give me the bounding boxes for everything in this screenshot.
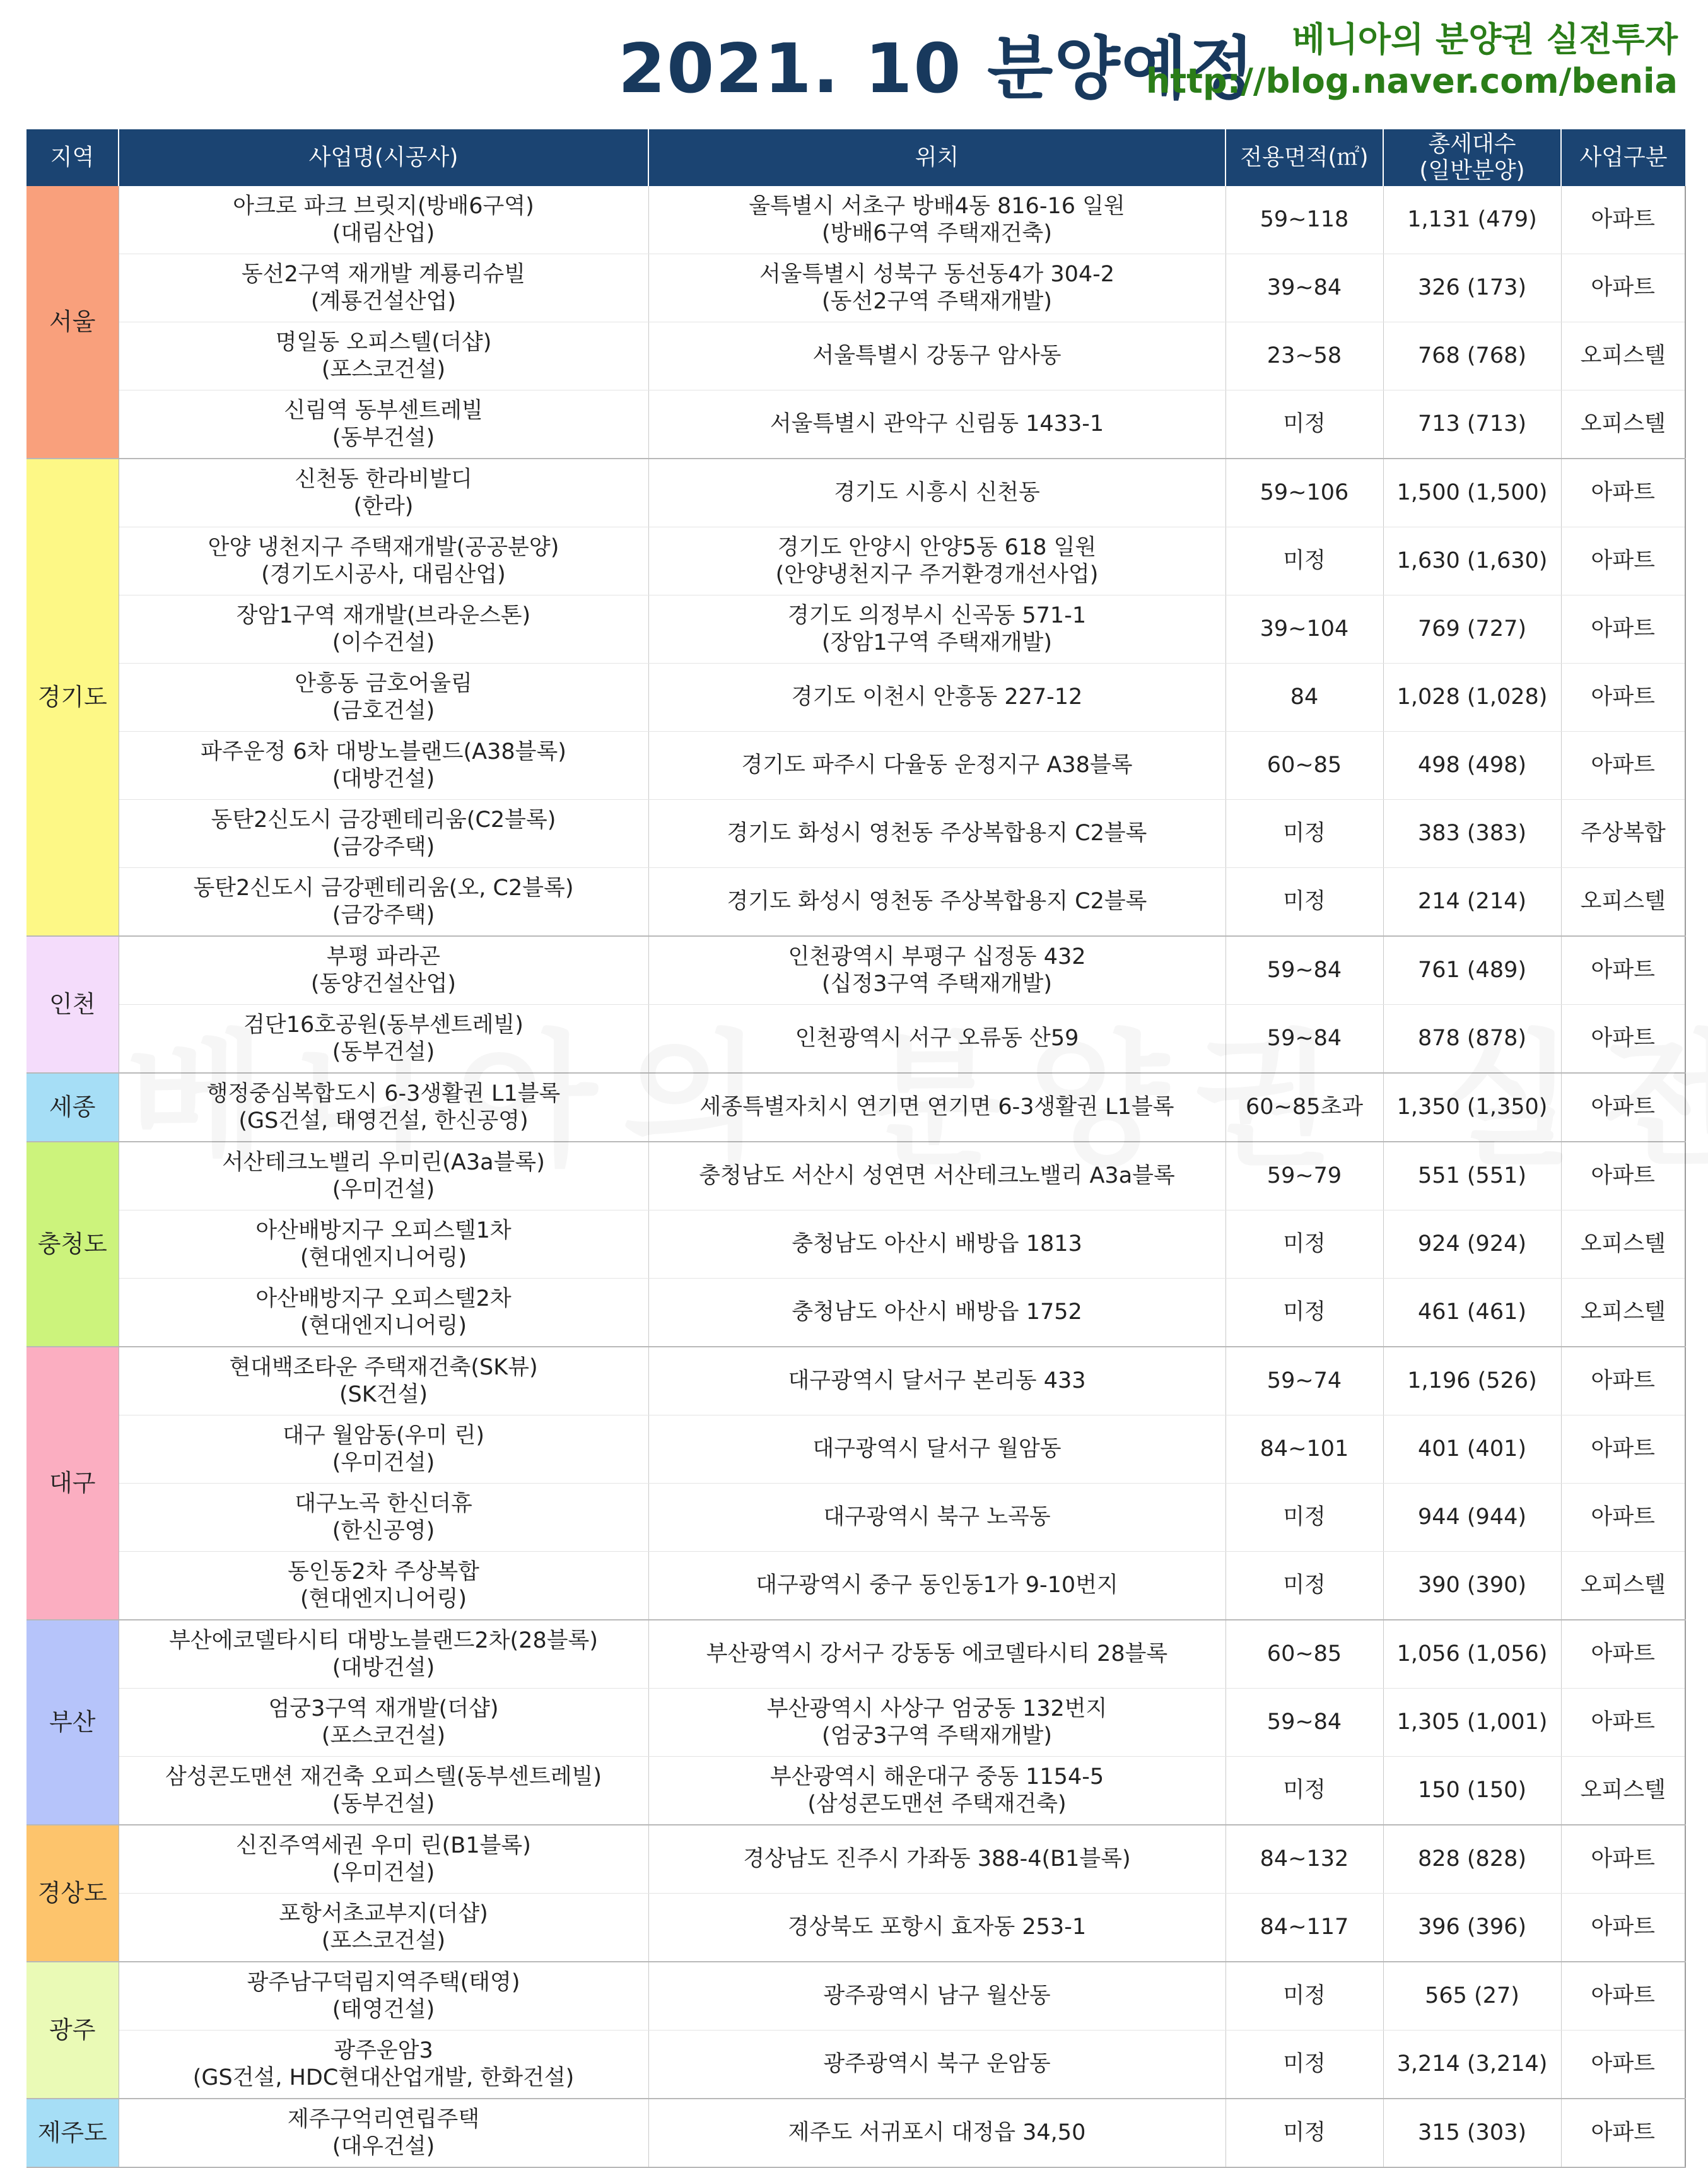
type-cell: 아파트 <box>1561 1005 1685 1074</box>
units-cell: 924 (924) <box>1383 1210 1561 1279</box>
project-cell-line1: 부산에코델타시티 대방노블랜드2차(28블록) <box>168 1627 598 1653</box>
location-cell <box>648 1757 1225 1825</box>
table-row <box>26 1415 1685 1484</box>
project-cell-line1: 안흥동 금호어울림 <box>295 671 472 696</box>
type-cell: 오피스텔 <box>1561 1552 1685 1620</box>
area-cell: 84~117 <box>1225 1894 1383 1962</box>
project-cell-line1: 동탄2신도시 금강펜테리움(오, C2블록) <box>193 875 574 901</box>
project-cell-line2: (동부건설) <box>332 425 435 450</box>
location-cell-line2: (동선2구역 주택재개발) <box>822 288 1052 314</box>
location-cell-line2: (안양냉천지구 주거환경개선사업) <box>775 561 1099 587</box>
table-row <box>26 459 1685 527</box>
area-cell: 60~85 <box>1225 1620 1383 1689</box>
project-cell <box>119 868 648 937</box>
area-cell: 60~85초과 <box>1225 1073 1383 1142</box>
project-cell-line2: (한신공영) <box>332 1518 435 1544</box>
project-cell <box>119 800 648 868</box>
project-cell-line1: 부평 파라곤 <box>326 944 441 970</box>
project-cell-line1: 파주운정 6차 대방노블랜드(A38블록) <box>201 739 566 765</box>
project-cell <box>119 1073 648 1142</box>
table-row <box>26 1689 1685 1757</box>
project-cell-line1: 제주구억리연립주택 <box>287 2106 480 2132</box>
location-cell-line1: 대구광역시 북구 노곡동 <box>823 1504 1051 1530</box>
project-cell-line2: (GS건설, 태영건설, 한신공영) <box>238 1108 529 1134</box>
project-cell-line2: (계룡건설산업) <box>310 288 457 314</box>
table-row <box>26 1825 1685 1894</box>
location-cell-line1: 충청남도 서산시 성연면 서산테크노밸리 A3a블록 <box>699 1163 1175 1188</box>
project-cell <box>119 1825 648 1894</box>
type-cell: 아파트 <box>1561 1484 1685 1552</box>
units-cell: 1,305 (1,001) <box>1383 1689 1561 1757</box>
type-cell: 오피스텔 <box>1561 1210 1685 1279</box>
location-cell <box>648 1142 1225 1210</box>
area-cell: 미정 <box>1225 868 1383 937</box>
project-cell <box>119 1689 648 1757</box>
table-row <box>26 595 1685 664</box>
project-cell-line1: 광주남구덕림지역주택(태영) <box>247 1969 520 1995</box>
type-cell: 아파트 <box>1561 1894 1685 1962</box>
units-cell: 461 (461) <box>1383 1279 1561 1347</box>
project-cell-line1: 포항서초교부지(더샵) <box>279 1901 488 1926</box>
location-cell <box>648 1415 1225 1484</box>
location-cell <box>648 322 1225 390</box>
units-cell: 401 (401) <box>1383 1415 1561 1484</box>
project-cell-line2: (SK건설) <box>339 1381 428 1407</box>
type-cell: 아파트 <box>1561 1415 1685 1484</box>
type-cell: 아파트 <box>1561 1073 1685 1142</box>
location-cell <box>648 390 1225 459</box>
col-header-region: 지역 <box>26 129 119 186</box>
region-cell: 충청도 <box>26 1142 119 1347</box>
project-cell-line2: (포스코건설) <box>321 1723 446 1749</box>
area-cell: 미정 <box>1225 1279 1383 1347</box>
brand-url[interactable]: http://blog.naver.com/benia <box>1145 61 1678 101</box>
area-cell: 미정 <box>1225 800 1383 868</box>
project-cell <box>119 1347 648 1415</box>
project-cell <box>119 1484 648 1552</box>
table-row <box>26 800 1685 868</box>
region-cell: 인천 <box>26 936 119 1073</box>
location-cell-line1: 충청남도 아산시 배방읍 1752 <box>792 1299 1082 1325</box>
units-cell: 390 (390) <box>1383 1552 1561 1620</box>
location-cell-line2: (삼성콘도맨션 주택재건축) <box>807 1791 1067 1817</box>
location-cell-line1: 경기도 파주시 다율동 운정지구 A38블록 <box>741 753 1133 778</box>
project-cell-line1: 엄궁3구역 재개발(더샵) <box>268 1696 499 1721</box>
units-cell: 768 (768) <box>1383 322 1561 390</box>
type-cell: 아파트 <box>1561 1142 1685 1210</box>
location-cell-line1: 경기도 의정부시 신곡동 571-1 <box>787 602 1087 628</box>
project-cell-line2: (포스코건설) <box>321 1928 446 1954</box>
location-cell-line1: 서울특별시 성북구 동선동4가 304-2 <box>759 261 1115 287</box>
table-row <box>26 732 1685 800</box>
region-cell: 경상도 <box>26 1825 119 1962</box>
units-cell: 1,630 (1,630) <box>1383 527 1561 595</box>
project-cell <box>119 1142 648 1210</box>
location-cell <box>648 1962 1225 2030</box>
location-cell-line1: 인천광역시 서구 오류동 산59 <box>795 1026 1079 1051</box>
location-cell <box>648 459 1225 527</box>
type-cell: 아파트 <box>1561 1689 1685 1757</box>
location-cell <box>648 868 1225 937</box>
col-header-project: 사업명(시공사) <box>119 129 648 186</box>
location-cell <box>648 664 1225 732</box>
type-cell: 아파트 <box>1561 595 1685 664</box>
project-cell-line2: (현대엔지니어링) <box>300 1313 467 1339</box>
col-header-type: 사업구분 <box>1561 129 1685 186</box>
units-cell: 396 (396) <box>1383 1894 1561 1962</box>
project-cell-line1: 명일동 오피스텔(더샵) <box>275 329 492 355</box>
brand-name: 베니아의 분양권 실전투자 <box>1292 20 1678 59</box>
project-cell <box>119 527 648 595</box>
location-cell-line1: 부산광역시 해운대구 중동 1154-5 <box>769 1764 1104 1790</box>
project-cell-line1: 동탄2신도시 금강펜테리움(C2블록) <box>211 807 556 833</box>
units-cell: 3,214 (3,214) <box>1383 2030 1561 2099</box>
project-cell <box>119 664 648 732</box>
project-cell-line2: (금호건설) <box>332 698 435 724</box>
type-cell: 오피스텔 <box>1561 1757 1685 1825</box>
table-row <box>26 1552 1685 1620</box>
region-cell: 세종 <box>26 1073 119 1142</box>
location-cell-line1: 광주광역시 남구 월산동 <box>823 1983 1051 2008</box>
table-row <box>26 1484 1685 1552</box>
location-cell-line1: 경기도 시흥시 신천동 <box>834 480 1040 505</box>
project-cell <box>119 390 648 459</box>
project-cell <box>119 1279 648 1347</box>
type-cell: 아파트 <box>1561 186 1685 254</box>
project-cell-line2: (대림산업) <box>332 220 435 246</box>
type-cell: 오피스텔 <box>1561 1279 1685 1347</box>
schedule-table <box>26 129 1686 2168</box>
units-cell: 828 (828) <box>1383 1825 1561 1894</box>
units-cell: 713 (713) <box>1383 390 1561 459</box>
type-cell: 아파트 <box>1561 459 1685 527</box>
type-cell: 아파트 <box>1561 936 1685 1005</box>
location-cell <box>648 936 1225 1005</box>
table-row <box>26 1279 1685 1347</box>
units-cell: 761 (489) <box>1383 936 1561 1005</box>
area-cell: 59~106 <box>1225 459 1383 527</box>
project-cell <box>119 595 648 664</box>
location-cell <box>648 595 1225 664</box>
project-cell-line1: 행정중심복합도시 6-3생활권 L1블록 <box>206 1081 561 1106</box>
type-cell: 오피스텔 <box>1561 390 1685 459</box>
location-cell <box>648 732 1225 800</box>
project-cell-line1: 동인동2차 주상복합 <box>288 1559 479 1585</box>
location-cell-line2: (십정3구역 주택재개발) <box>822 971 1052 997</box>
area-cell: 59~84 <box>1225 936 1383 1005</box>
region-cell: 대구 <box>26 1347 119 1620</box>
type-cell: 주상복합 <box>1561 800 1685 868</box>
project-cell-line2: (이수건설) <box>332 630 435 655</box>
units-cell: 565 (27) <box>1383 1962 1561 2030</box>
area-cell: 59~84 <box>1225 1689 1383 1757</box>
table-body <box>26 186 1685 2167</box>
table-row <box>26 322 1685 390</box>
location-cell-line1: 인천광역시 부평구 십정동 432 <box>788 944 1086 970</box>
location-cell-line1: 부산광역시 사상구 엄궁동 132번지 <box>766 1696 1108 1721</box>
project-cell <box>119 936 648 1005</box>
region-cell: 광주 <box>26 1962 119 2099</box>
units-cell: 769 (727) <box>1383 595 1561 664</box>
project-cell <box>119 732 648 800</box>
region-cell: 경기도 <box>26 459 119 936</box>
units-cell: 878 (878) <box>1383 1005 1561 1074</box>
table-row <box>26 1210 1685 1279</box>
type-cell: 아파트 <box>1561 1347 1685 1415</box>
location-cell-line1: 서울특별시 관악구 신림동 1433-1 <box>769 411 1104 437</box>
units-cell: 498 (498) <box>1383 732 1561 800</box>
project-cell-line2: (GS건설, HDC현대산업개발, 한화건설) <box>192 2065 575 2090</box>
project-cell-line1: 신천동 한라비발디 <box>295 466 472 492</box>
project-cell-line2: (경기도시공사, 대림산업) <box>261 561 506 587</box>
location-cell <box>648 800 1225 868</box>
area-cell: 미정 <box>1225 1210 1383 1279</box>
location-cell-line1: 울특별시 서초구 방배4동 816-16 일원 <box>749 193 1125 219</box>
location-cell <box>648 1005 1225 1074</box>
type-cell: 아파트 <box>1561 1825 1685 1894</box>
region-cell: 서울 <box>26 186 119 459</box>
project-cell-line1: 검단16호공원(동부센트레빌) <box>243 1012 524 1038</box>
project-cell-line1: 아산배방지구 오피스텔2차 <box>255 1286 512 1311</box>
area-cell: 미정 <box>1225 390 1383 459</box>
type-cell: 오피스텔 <box>1561 868 1685 937</box>
type-cell: 아파트 <box>1561 2099 1685 2167</box>
location-cell <box>648 2030 1225 2099</box>
table-row <box>26 2099 1685 2167</box>
location-cell-line1: 경상북도 포항시 효자동 253-1 <box>787 1914 1087 1940</box>
region-cell: 제주도 <box>26 2099 119 2167</box>
project-cell <box>119 1894 648 1962</box>
project-cell-line2: (동양건설산업) <box>310 971 457 997</box>
table-header-row <box>26 129 1685 186</box>
table-row <box>26 1142 1685 1210</box>
location-cell-line1: 경기도 안양시 안양5동 618 일원 <box>777 534 1097 560</box>
project-cell-line2: (포스코건설) <box>321 356 446 382</box>
area-cell: 미정 <box>1225 2030 1383 2099</box>
location-cell-line1: 대구광역시 중구 동인동1가 9-10번지 <box>756 1573 1118 1598</box>
location-cell-line1: 부산광역시 강서구 강동동 에코델타시티 28블록 <box>706 1641 1168 1667</box>
area-cell: 84~132 <box>1225 1825 1383 1894</box>
project-cell-line2: (동부건설) <box>332 1039 435 1065</box>
project-cell-line2: (현대엔지니어링) <box>300 1586 467 1612</box>
project-cell-line2: (우미건설) <box>332 1860 435 1885</box>
location-cell-line1: 광주광역시 북구 운암동 <box>823 2051 1051 2077</box>
table-row <box>26 1962 1685 2030</box>
location-cell <box>648 1073 1225 1142</box>
table-row <box>26 527 1685 595</box>
location-cell <box>648 1552 1225 1620</box>
type-cell: 아파트 <box>1561 527 1685 595</box>
area-cell: 미정 <box>1225 1484 1383 1552</box>
project-cell-line2: (금강주택) <box>332 834 435 860</box>
col-header-units: 총세대수 (일반분양) <box>1383 129 1561 186</box>
location-cell-line1: 충청남도 아산시 배방읍 1813 <box>792 1231 1082 1257</box>
project-cell-line2: (금강주택) <box>332 902 435 928</box>
area-cell: 84 <box>1225 664 1383 732</box>
project-cell-line2: (대방건설) <box>332 1655 435 1680</box>
units-cell: 1,500 (1,500) <box>1383 459 1561 527</box>
location-cell <box>648 527 1225 595</box>
table-row <box>26 254 1685 322</box>
units-cell: 1,028 (1,028) <box>1383 664 1561 732</box>
units-cell: 944 (944) <box>1383 1484 1561 1552</box>
units-cell: 1,056 (1,056) <box>1383 1620 1561 1689</box>
units-cell: 383 (383) <box>1383 800 1561 868</box>
type-cell: 아파트 <box>1561 1620 1685 1689</box>
units-cell: 150 (150) <box>1383 1757 1561 1825</box>
type-cell: 아파트 <box>1561 2030 1685 2099</box>
project-cell-line1: 아크로 파크 브릿지(방배6구역) <box>233 193 534 219</box>
table-row <box>26 1073 1685 1142</box>
project-cell-line1: 동선2구역 재개발 계룡리슈빌 <box>241 261 526 287</box>
project-cell-line1: 신림역 동부센트레빌 <box>284 397 483 423</box>
region-cell: 부산 <box>26 1620 119 1825</box>
table-row <box>26 868 1685 937</box>
location-cell-line1: 서울특별시 강동구 암사동 <box>812 343 1062 368</box>
project-cell <box>119 1415 648 1484</box>
table-row <box>26 186 1685 254</box>
area-cell: 39~104 <box>1225 595 1383 664</box>
project-cell <box>119 1005 648 1074</box>
project-cell-line1: 안양 냉천지구 주택재개발(공공분양) <box>208 534 559 560</box>
project-cell-line2: (태영건설) <box>332 1996 435 2022</box>
table-row <box>26 390 1685 459</box>
location-cell <box>648 1894 1225 1962</box>
project-cell-line1: 삼성콘도맨션 재건축 오피스텔(동부센트레빌) <box>165 1764 602 1790</box>
location-cell-line1: 경기도 이천시 안흥동 227-12 <box>791 684 1083 710</box>
table-row <box>26 1347 1685 1415</box>
location-cell-line2: (방배6구역 주택재건축) <box>822 220 1052 246</box>
brand-block <box>1146 19 1678 102</box>
page-title: 2021. 10 분양예정 <box>618 30 1256 108</box>
project-cell-line2: (동부건설) <box>332 1791 435 1817</box>
table-row <box>26 1894 1685 1962</box>
project-cell-line2: (우미건설) <box>332 1450 435 1475</box>
location-cell <box>648 1347 1225 1415</box>
location-cell <box>648 254 1225 322</box>
location-cell-line1: 대구광역시 달서구 본리동 433 <box>788 1368 1086 1393</box>
units-cell: 551 (551) <box>1383 1142 1561 1210</box>
table-row <box>26 664 1685 732</box>
project-cell-line2: (우미건설) <box>332 1176 435 1202</box>
project-cell <box>119 2030 648 2099</box>
table-row <box>26 1620 1685 1689</box>
area-cell: 60~85 <box>1225 732 1383 800</box>
area-cell: 미정 <box>1225 1962 1383 2030</box>
type-cell: 아파트 <box>1561 254 1685 322</box>
table-row <box>26 1757 1685 1825</box>
col-header-location: 위치 <box>648 129 1225 186</box>
units-cell: 315 (303) <box>1383 2099 1561 2167</box>
location-cell <box>648 1279 1225 1347</box>
project-cell <box>119 1552 648 1620</box>
location-cell <box>648 1689 1225 1757</box>
units-cell: 1,350 (1,350) <box>1383 1073 1561 1142</box>
location-cell-line1: 제주도 서귀포시 대정읍 34,50 <box>788 2120 1086 2145</box>
location-cell <box>648 1825 1225 1894</box>
location-cell <box>648 186 1225 254</box>
project-cell <box>119 1210 648 1279</box>
units-cell: 1,196 (526) <box>1383 1347 1561 1415</box>
area-cell: 39~84 <box>1225 254 1383 322</box>
area-cell: 59~84 <box>1225 1005 1383 1074</box>
project-cell <box>119 186 648 254</box>
project-cell-line1: 장암1구역 재개발(브라운스톤) <box>236 602 531 628</box>
location-cell-line1: 경기도 화성시 영천동 주상복합용지 C2블록 <box>727 821 1147 846</box>
project-cell-line1: 서산테크노밸리 우미린(A3a블록) <box>222 1149 545 1175</box>
project-cell-line1: 대구노곡 한신더휴 <box>295 1491 472 1516</box>
project-cell-line2: (대우건설) <box>332 2133 435 2159</box>
project-cell <box>119 1757 648 1825</box>
table-row <box>26 2030 1685 2099</box>
project-cell <box>119 1962 648 2030</box>
col-header-area: 전용면적(㎡) <box>1225 129 1383 186</box>
project-cell-line1: 광주운암3 <box>334 2037 433 2063</box>
project-cell-line1: 신진주역세권 우미 린(B1블록) <box>236 1832 531 1858</box>
type-cell: 아파트 <box>1561 664 1685 732</box>
area-cell: 23~58 <box>1225 322 1383 390</box>
area-cell: 미정 <box>1225 1552 1383 1620</box>
location-cell-line1: 대구광역시 달서구 월암동 <box>812 1436 1062 1462</box>
project-cell-line1: 대구 월암동(우미 린) <box>282 1422 485 1448</box>
location-cell <box>648 1210 1225 1279</box>
area-cell: 59~74 <box>1225 1347 1383 1415</box>
table-row <box>26 936 1685 1005</box>
table-row <box>26 1005 1685 1074</box>
area-cell: 59~79 <box>1225 1142 1383 1210</box>
location-cell-line1: 경기도 화성시 영천동 주상복합용지 C2블록 <box>727 889 1147 914</box>
area-cell: 미정 <box>1225 1757 1383 1825</box>
type-cell: 아파트 <box>1561 1962 1685 2030</box>
project-cell-line2: (현대엔지니어링) <box>300 1245 467 1270</box>
project-cell-line1: 아산배방지구 오피스텔1차 <box>255 1217 512 1243</box>
type-cell: 아파트 <box>1561 732 1685 800</box>
location-cell-line2: (장암1구역 주택재개발) <box>822 630 1052 655</box>
units-cell: 1,131 (479) <box>1383 186 1561 254</box>
location-cell <box>648 2099 1225 2167</box>
project-cell <box>119 2099 648 2167</box>
location-cell <box>648 1484 1225 1552</box>
project-cell <box>119 1620 648 1689</box>
units-cell: 326 (173) <box>1383 254 1561 322</box>
location-cell-line2: (엄궁3구역 주택재개발) <box>822 1723 1052 1749</box>
project-cell <box>119 322 648 390</box>
area-cell: 84~101 <box>1225 1415 1383 1484</box>
type-cell: 오피스텔 <box>1561 322 1685 390</box>
units-cell: 214 (214) <box>1383 868 1561 937</box>
area-cell: 미정 <box>1225 2099 1383 2167</box>
location-cell-line1: 경상남도 진주시 가좌동 388-4(B1블록) <box>743 1846 1131 1872</box>
project-cell-line2: (한라) <box>353 493 414 519</box>
project-cell <box>119 459 648 527</box>
location-cell <box>648 1620 1225 1689</box>
area-cell: 미정 <box>1225 527 1383 595</box>
location-cell-line1: 세종특별자치시 연기면 연기면 6-3생활권 L1블록 <box>699 1094 1174 1120</box>
project-cell-line2: (대방건설) <box>332 766 435 792</box>
project-cell <box>119 254 648 322</box>
area-cell: 59~118 <box>1225 186 1383 254</box>
project-cell-line1: 현대백조타운 주택재건축(SK뷰) <box>229 1354 538 1380</box>
